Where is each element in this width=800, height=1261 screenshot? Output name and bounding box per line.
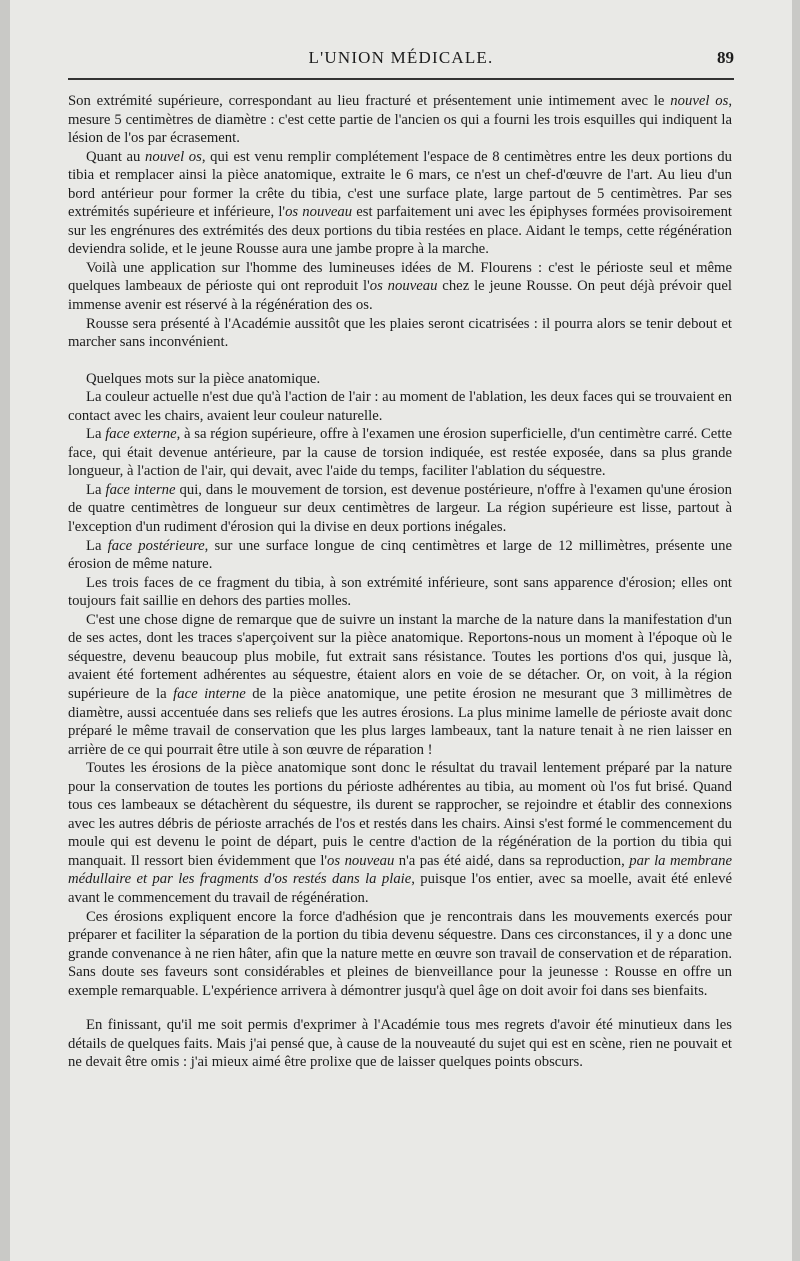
header-rule [68,78,734,80]
text-run: est parfaitement uni avec les épiphyses formées provisoirement sur les engrénures des extrémités des deux portions du tibia restées en place. Aidant le temps, cette régénération deviendra solide, et le jeune Rousse aura une jambe propre à la marche. [68,204,732,258]
text-run: , qui est venu remplir complétement l'espace de 8 centimètres entre les deux portions du tibia et remplacer ainsi la pièce anatomique, extraite le 6 mars, ce n'est un chef-d'œuvre de l'art. Au lieu d'un bord antérieur pour former la crête du tibia, c'est une surface plate, large partout de 5 centimètres. Par ses extrémités supérieure et inférieure, l' [68,148,732,221]
italic-text: nouvel os [145,148,202,165]
paragraph [68,908,732,1001]
text-run: La [86,426,106,443]
text-run: Son extrémité supérieure, correspondant au lieu fracturé et présentement unie intimement avec le [68,93,671,109]
paragraph [68,574,732,611]
paragraph [68,315,732,352]
text-run: La [86,481,106,498]
italic-text: os nouveau [285,204,353,221]
paragraph [68,259,732,315]
text-run: Quelques mots sur la pièce anatomique. [86,370,321,387]
journal-title: L'UNION MÉDICALE. [308,48,494,67]
text-run: , mesure 5 centimètres de diamètre : c'est cette partie de l'ancien os qui a fourni les trois esquilles qui indiquent la lésion de l'os par écrasement. [68,93,732,147]
text-run: En finissant, qu'il me soit permis d'exprimer à l'Académie tous mes regrets d'avoir été minutieux dans les détails de quelques faits. Mais j'ai pensé que, à cause de la nouveauté du sujet qui est en scène, rien ne pouvait et ne devait être omis : j'ai mieux aimé être prolixe que de laisser quelques points obscurs. [68,1017,732,1071]
text-run: Rousse sera présenté à l'Académie aussitôt que les plaies seront cicatrisées : il pourra alors se tenir debout et marcher sans inconvénient. [68,315,732,351]
text-run: chez le jeune Rousse. On peut déjà prévoir quel immense avenir est réservé à la régénération des os. [68,278,732,314]
article-body [68,92,732,1072]
italic-text: face externe [105,426,177,443]
text-run: La couleur actuelle n'est due qu'à l'action de l'air : au moment de l'ablation, les deux faces qui se trouvaient en contact avec les chairs, avaient leur couleur naturelle. [68,389,732,424]
italic-text: face postérieure [107,537,205,554]
italic-text: os nouveau [327,852,395,869]
paragraph [68,370,732,389]
text-run: C'est une chose digne de remarque que de suivre un instant la marche de la nature dans la manifestation d'un de ses actes, dont les traces s'aperçoivent sur la pièce anatomique. Reportons-nous un moment à l'époque où le séquestre, devenu beaucoup plus mobile, fut extrait sans résistance. Toutes les portions d'os qui, jusque là, avaient été fortement adhérentes au séquestre, étaient alors en voie de se détacher. Or, on voit, à la région supérieure de la [68,611,732,702]
paragraph [68,92,732,148]
italic-text: nouvel os [670,93,729,109]
text-run: qui, dans le mouvement de torsion, est devenue postérieure, n'offre à l'examen qu'une érosion de quatre centimètres de longueur sur deux centimètres de largeur. La région supérieure est lisse, partout à l'exception d'un rudiment d'érosion qui la divise en deux portions inégales. [68,481,732,536]
paragraph [68,1016,732,1072]
text-run: La [86,537,108,554]
paragraph [68,388,732,425]
journal-page [10,0,792,1261]
italic-text: face interne [105,481,176,498]
paragraph [68,759,732,907]
text-run: Ces érosions expliquent encore la force d'adhésion que je rencontrais dans les mouvements exercés pour préparer et faciliter la séparation de la portion du tibia devenu séquestre. Dans ces circonstances, il y a donc une grande convenance à ne rien hâter, afin que la nature mette en œuvre son travail de conservation et de réparation. Sans doute ses faveurs sont considérables et pleines de bienveillance pour la jeunesse : Rousse en offre un exemple remarquable. L'expérience arrivera à démontrer jusqu'à quel âge on doit avoir foi dans ses bienfaits. [68,908,732,999]
page-number: 89 [717,48,734,67]
italic-text: face interne [173,685,246,702]
paragraph [68,425,732,481]
text-run: n'a pas été aidé, dans sa reproduction, [394,852,630,869]
text-run: de la pièce anatomique, une petite érosion ne mesurant que 3 millimètres de diamètre, aussi accentuée dans ses reliefs que les autres érosions. La plus minime lamelle de périoste avait donc préparé le même travail de conservation que les plus larges lambeaux, tant la nature tenait à ne rien laisser en arrière de ce qui pourrait être utile à son œuvre de réparation ! [68,685,732,758]
text-run: , sur une surface longue de cinq centimètres et large de 12 millimètres, présente une érosion de même nature. [68,537,732,573]
text-run: Voilà une application sur l'homme des lumineuses idées de M. Flourens : c'est le périoste seul et même quelques lambeaux de périoste qui ont reproduit l' [68,259,732,295]
paragraph [68,537,732,574]
text-run: , à sa région supérieure, offre à l'examen une érosion superficielle, d'un centimètre carré. Cette face, qui était devenue antérieure, par la cause de torsion indiquée, est restée exposée, dans sa plus grande longueur, à l'action de l'air, qui devait, avec l'aide du temps, faciliter l'ablation du séquestre. [68,426,732,480]
paragraph [68,148,732,259]
running-head [68,48,734,72]
italic-text: os nouveau [369,278,438,295]
italic-text: par la membrane médullaire et par les fragments d'os restés dans la plaie [68,852,732,888]
paragraph [68,481,732,537]
paragraph [68,611,732,759]
text-run: , puisque l'os entier, avec sa moelle, avait été enlevé avant le commencement du travail de régénération. [68,871,732,906]
text-run: Toutes les érosions de la pièce anatomique sont donc le résultat du travail lentement préparé par la nature pour la conservation de toutes les portions du périoste adhérentes au tibia, au moment où l'os fut brisé. Quand tous ces lambeaux se détachèrent du séquestre, ils durent se rapprocher, se rejoindre et établir des connexions avec les autres débris de périoste arrachés de l'os et restés dans les chairs. Ainsi s'est formé le commencement du moule qui est devenu le point de départ, puis le centre d'action de la régénération de la portion du tibia qui manquait. Il ressort bien évidemment que l' [68,760,732,869]
text-run: Quant au [86,148,145,165]
text-run: Les trois faces de ce fragment du tibia, à son extrémité inférieure, sont sans apparence d'érosion; elles ont toujours fait saillie en dehors des parties molles. [68,574,732,610]
